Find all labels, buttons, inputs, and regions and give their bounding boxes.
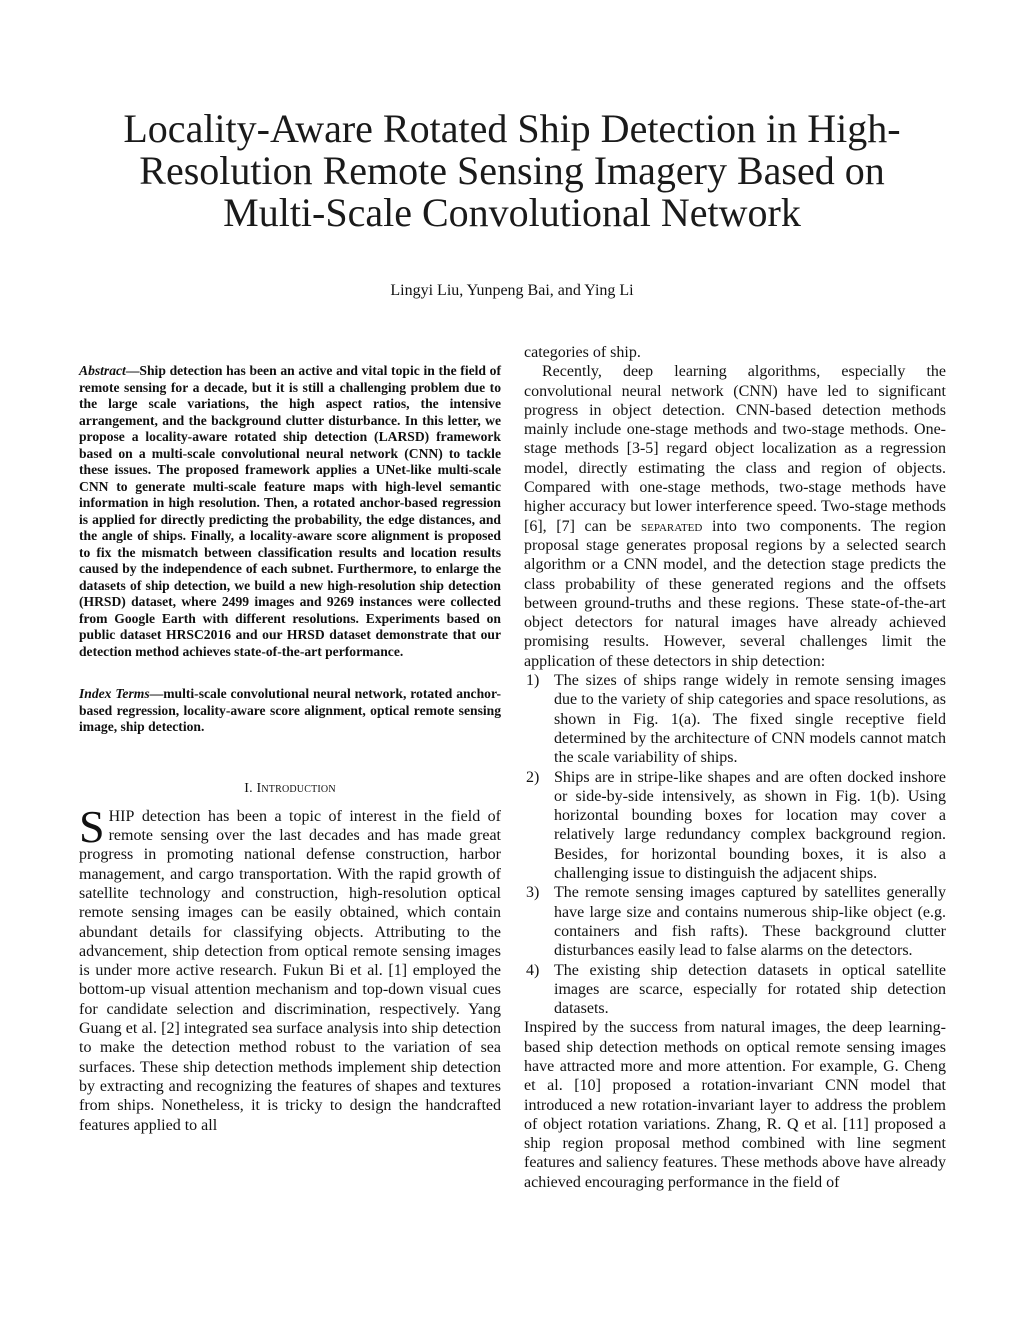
index-terms-text: multi-scale convolutional neural network, rotated anchor-based regression, locality-aware score alignment, optical remote sensing image, ship detection. bbox=[79, 686, 501, 734]
index-terms-label: Index Terms bbox=[79, 686, 150, 701]
author-list: Lingyi Liu, Yunpeng Bai, and Ying Li bbox=[390, 282, 634, 299]
challenges-list bbox=[524, 671, 946, 1018]
list-number: 2) bbox=[526, 768, 540, 786]
abstract-label: Abstract bbox=[79, 363, 126, 378]
intro-paragraph-1-continued: categories of ship. bbox=[524, 344, 641, 361]
list-item-text: Ships are in stripe-like shapes and are often docked inshore or side-by-side intensively, as shown in Fig. 1(b). Using horizontal bounding boxes for location may cover a relatively large redundancy complex background region. Besides, for horizontal bounding boxes, it is also a challenging issue to distinguish the adjacent ships. bbox=[554, 768, 946, 883]
list-number: 4) bbox=[526, 961, 540, 979]
intro-paragraph-1-text: detection has been a topic of interest in the field of remote sensing over the last decades and has made great progress in promoting national defense construction, harbor management, and cargo transportation. With the rapid growth of satellite technology and construction, high-resolution optical remote sensing images can be easily obtained, which contain abundant details for classifying objects. Attributing to the advancement, ship detection from optical remote sensing images is under more active research. Fukun Bi et al. [1] employed the bottom-up visual attention mechanism and top-down visual cues for candidate selection and discrimination, respectively. Yang Guang et al. [2] integrated sea surface analysis into ship detection to make the detection method robust to the variation of sea surfaces. These ship detection methods implement ship detection by extracting and recognizing the features of shapes and textures from ships. Nonetheless, it is tricky to design the handcrafted features applied to all bbox=[79, 807, 501, 1134]
list-item-text: The existing ship detection datasets in optical satellite images are scarce, especially for rotated ship detection datasets. bbox=[554, 961, 946, 1018]
left-column bbox=[79, 363, 501, 1135]
right-column bbox=[524, 343, 946, 1192]
abstract-text: Ship detection has been an active and vital topic in the field of remote sensing for a decade, but it is still a challenging problem due to the large scale variations, the high aspect ratios, the intensive arrangement, and the background clutter disturbance. In this letter, we propose a locality-aware rotated ship detection (LARSD) framework based on a multi-scale convolutional neural network (CNN) to tackle these issues. The proposed framework applies a UNet-like multi-scale CNN to generate multi-scale feature maps with high-level semantic information in high resolution. Then, a rotated anchor-based regression is applied for directly predicting the probability, the edge distances, and the angle of ships. Finally, a locality-aware score alignment is proposed to fix the mismatch between classification results and location results caused by the independence of each subnet. Furthermore, to enlarge the datasets of ship detection, we build a new high-resolution ship detection (HRSD) dataset, where 2499 images and 9269 instances were collected from Google Earth with different resolutions. Experiments based on public dataset HRSC2016 and our HRSD dataset demonstrate that our detection method achieves state-of-the-art performance. bbox=[79, 363, 501, 659]
intro-paragraph-2-text-b: into two components. The region proposal stage generates proposal regions by a selected search algorithm or a CNN model, and the detection stage predicts the class probability of these generated regions and the offsets between ground-truths and these regions. These state-of-the-art object detectors for natural images have already achieved promising results. However, several challenges limit the application of these detectors in ship detection: bbox=[524, 517, 946, 670]
list-number: 1) bbox=[526, 672, 540, 690]
list-number: 3) bbox=[526, 884, 540, 902]
abstract-dash: — bbox=[125, 363, 140, 378]
drop-cap: S bbox=[79, 800, 105, 852]
list-item bbox=[524, 883, 946, 960]
section-heading: I. Introduction bbox=[244, 780, 336, 796]
list-item-text: The remote sensing images captured by satellites generally have large size and contains numerous ship-like object (e.g. containers and fish rafts). These background clutter disturbances easily lead to false alarms on the detectors. bbox=[554, 884, 946, 960]
index-terms-dash: — bbox=[149, 686, 164, 701]
intro-paragraph-3: Inspired by the success from natural images, the deep learning-based ship detection methods on optical remote sensing images have attracted more and more attention. For example, G. Cheng et al. [10] proposed a rotation-invariant CNN model that introduced a new rotation-invariant layer to address the problem of object rotation variations. Zhang, R. Q et al. [11] proposed a ship region proposal method combined with line segment features and saliency features. These methods above have already achieved encouraging performance in the field of bbox=[524, 1019, 946, 1191]
first-word-rest: HIP bbox=[108, 807, 135, 825]
paper-title: Locality-Aware Rotated Ship Detection in High-Resolution Remote Sensing Imagery Based on Multi-Scale Convolutional Network bbox=[123, 106, 901, 235]
index-terms bbox=[79, 686, 501, 736]
separated-word: separated bbox=[641, 517, 703, 535]
list-item bbox=[524, 961, 946, 1019]
intro-paragraph-2-text-a: Recently, deep learning algorithms, especially the convolutional neural network (CNN) have led to significant progress in object detection. CNN-based detection methods mainly include one-stage methods and two-stage methods. One-stage methods [3-5] regard object localization as a regression model, directly estimating the class and region of objects. Compared with one-stage methods, two-stage methods have higher accuracy but lower interference speed. Two-stage methods [6], [7] can be bbox=[524, 363, 946, 535]
list-item bbox=[524, 671, 946, 767]
intro-paragraph-2 bbox=[524, 362, 946, 671]
abstract bbox=[79, 363, 501, 660]
list-item bbox=[524, 768, 946, 884]
list-item-text: The sizes of ships range widely in remote sensing images due to the variety of ship categories and space resolutions, as shown in Fig. 1(a). The fixed single receptive field determined by the architecture of CNN models cannot match the scale variability of ships. bbox=[554, 672, 946, 767]
intro-paragraph-1 bbox=[79, 800, 501, 1135]
